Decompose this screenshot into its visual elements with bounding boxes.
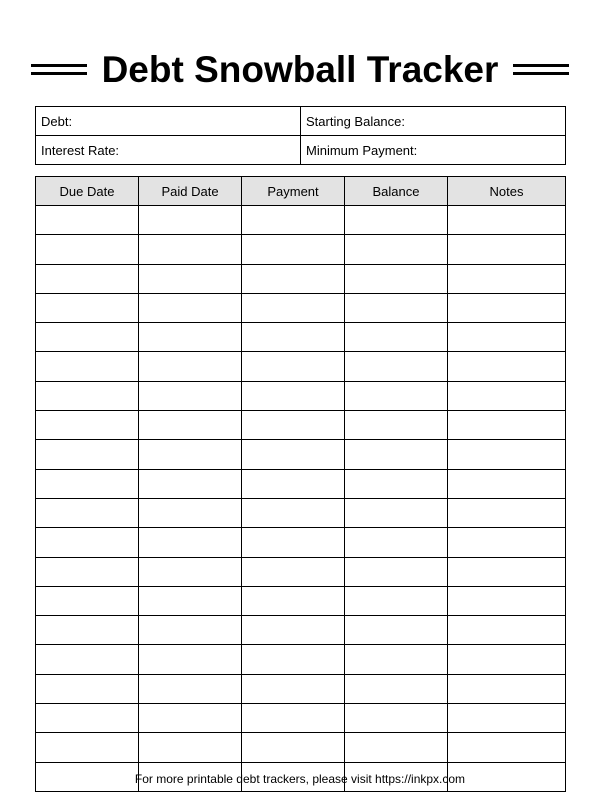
balance-cell[interactable] [345,381,448,410]
payment-cell[interactable] [242,557,345,586]
table-row [36,352,566,381]
balance-cell[interactable] [345,645,448,674]
table-row [36,206,566,235]
table-row [36,469,566,498]
balance-cell[interactable] [345,206,448,235]
balance-cell[interactable] [345,557,448,586]
double-rule-right [513,64,569,76]
due-date-cell[interactable] [36,528,139,557]
balance-cell[interactable] [345,469,448,498]
paid-date-cell[interactable] [139,704,242,733]
due-date-cell[interactable] [36,498,139,527]
starting-balance-field[interactable]: Starting Balance: [301,107,566,136]
paid-date-cell[interactable] [139,645,242,674]
balance-cell[interactable] [345,264,448,293]
balance-cell[interactable] [345,293,448,322]
paid-date-cell[interactable] [139,264,242,293]
paid-date-cell[interactable] [139,674,242,703]
payment-cell[interactable] [242,411,345,440]
paid-date-cell[interactable] [139,352,242,381]
due-date-cell[interactable] [36,469,139,498]
paid-date-cell[interactable] [139,469,242,498]
payment-cell[interactable] [242,704,345,733]
notes-cell[interactable] [448,381,566,410]
paid-date-cell[interactable] [139,440,242,469]
due-date-cell[interactable] [36,381,139,410]
table-row [36,323,566,352]
payment-cell[interactable] [242,674,345,703]
payment-cell[interactable] [242,440,345,469]
paid-date-cell[interactable] [139,528,242,557]
payment-cell[interactable] [242,469,345,498]
due-date-cell[interactable] [36,206,139,235]
payment-cell[interactable] [242,323,345,352]
paid-date-cell[interactable] [139,498,242,527]
balance-cell[interactable] [345,616,448,645]
due-date-cell[interactable] [36,293,139,322]
balance-cell[interactable] [345,411,448,440]
paid-date-cell[interactable] [139,557,242,586]
info-row [36,136,566,165]
paid-date-cell[interactable] [139,733,242,762]
due-date-cell[interactable] [36,557,139,586]
table-row [36,557,566,586]
balance-cell[interactable] [345,352,448,381]
notes-cell[interactable] [448,586,566,615]
table-row [36,293,566,322]
paid-date-cell[interactable] [139,323,242,352]
paid-date-cell[interactable] [139,293,242,322]
payment-cell[interactable] [242,235,345,264]
balance-cell[interactable] [345,674,448,703]
column-header-payment: Payment [242,177,345,206]
notes-cell[interactable] [448,528,566,557]
table-row [36,411,566,440]
paid-date-cell[interactable] [139,235,242,264]
table-row [36,498,566,527]
debt-info-table [35,106,566,165]
paid-date-cell[interactable] [139,381,242,410]
notes-cell[interactable] [448,293,566,322]
balance-cell[interactable] [345,704,448,733]
payment-cell[interactable] [242,352,345,381]
paid-date-cell[interactable] [139,206,242,235]
debt-field[interactable]: Debt: [36,107,301,136]
due-date-cell[interactable] [36,704,139,733]
notes-cell[interactable] [448,674,566,703]
due-date-cell[interactable] [36,264,139,293]
balance-cell[interactable] [345,498,448,527]
notes-cell[interactable] [448,645,566,674]
notes-cell[interactable] [448,352,566,381]
column-header-due-date: Due Date [36,177,139,206]
notes-cell[interactable] [448,616,566,645]
table-row [36,264,566,293]
paid-date-cell[interactable] [139,586,242,615]
double-rule-left [31,64,87,76]
due-date-cell[interactable] [36,440,139,469]
payment-cell[interactable] [242,616,345,645]
footer-note: For more printable debt trackers, please visit https://inkpx.com [134,772,466,786]
due-date-cell[interactable] [36,411,139,440]
table-row [36,704,566,733]
payment-cell[interactable] [242,381,345,410]
notes-cell[interactable] [448,498,566,527]
payment-cell[interactable] [242,206,345,235]
due-date-cell[interactable] [36,645,139,674]
balance-cell[interactable] [345,733,448,762]
payment-cell[interactable] [242,645,345,674]
balance-cell[interactable] [345,440,448,469]
balance-cell[interactable] [345,528,448,557]
payment-cell[interactable] [242,733,345,762]
column-header-paid-date: Paid Date [139,177,242,206]
minimum-payment-field[interactable]: Minimum Payment: [301,136,566,165]
notes-cell[interactable] [448,704,566,733]
balance-cell[interactable] [345,586,448,615]
balance-cell[interactable] [345,323,448,352]
notes-cell[interactable] [448,264,566,293]
due-date-cell[interactable] [36,352,139,381]
table-row [36,381,566,410]
due-date-cell[interactable] [36,733,139,762]
notes-cell[interactable] [448,206,566,235]
title-row [0,46,600,94]
paid-date-cell[interactable] [139,616,242,645]
payment-cell[interactable] [242,293,345,322]
notes-cell[interactable] [448,557,566,586]
table-row [36,440,566,469]
table-row [36,733,566,762]
table-row [36,528,566,557]
notes-cell[interactable] [448,235,566,264]
notes-cell[interactable] [448,469,566,498]
table-row [36,616,566,645]
log-body [36,206,566,792]
due-date-cell[interactable] [36,235,139,264]
table-row [36,674,566,703]
due-date-cell[interactable] [36,674,139,703]
notes-cell[interactable] [448,411,566,440]
column-header-balance: Balance [345,177,448,206]
balance-cell[interactable] [345,235,448,264]
due-date-cell[interactable] [36,616,139,645]
payment-log-table [35,176,566,792]
info-row [36,107,566,136]
payment-cell[interactable] [242,586,345,615]
payment-cell[interactable] [242,498,345,527]
interest-rate-field[interactable]: Interest Rate: [36,136,301,165]
page-title: Debt Snowball Tracker [101,49,499,90]
notes-cell[interactable] [448,733,566,762]
table-row [36,586,566,615]
payment-cell[interactable] [242,528,345,557]
table-row [36,645,566,674]
column-header-notes: Notes [448,177,566,206]
payment-cell[interactable] [242,264,345,293]
due-date-cell[interactable] [36,586,139,615]
notes-cell[interactable] [448,323,566,352]
due-date-cell[interactable] [36,323,139,352]
notes-cell[interactable] [448,440,566,469]
paid-date-cell[interactable] [139,411,242,440]
table-row [36,235,566,264]
header-row [36,177,566,206]
